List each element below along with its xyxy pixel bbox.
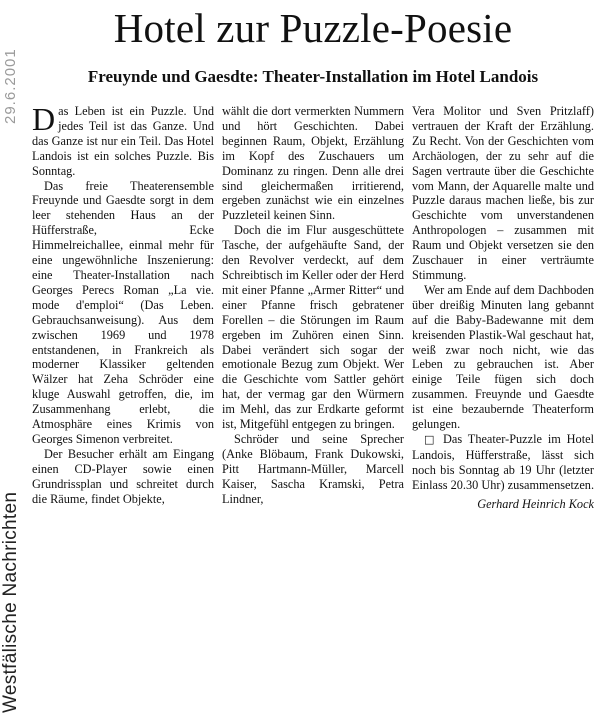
paragraph [32, 104, 214, 179]
paragraph: Schröder und seine Sprecher (Anke Blöbaum, Frank Dukowski, Pitt Hartmann-Müller, Marcell Kaiser, Sascha Kramski, Petra Lindner, [222, 431, 404, 506]
paragraph: Der Besucher erhält am Eingang einen CD-Player sowie einen Grundrissplan und schreitet durch die Räume, findet Objekte, [32, 446, 214, 506]
paragraph: Wer am Ende auf dem Dachboden über dreißig Minuten lang gebannt auf die Baby-Badewanne mit dem kreisenden Plastik-Wal geschaut hat, weiß zwar noch nicht, wie das Leben zu gebrauchen ist. Aber einige Teile fügen sich doch zusammen. Freuynde und Gaesdte ist eine bezaubernde Theaterform gelungen. [412, 282, 594, 432]
drop-cap: D [32, 104, 56, 137]
author-name: Gerhard Heinrich Kock [477, 496, 594, 511]
paragraph-text: as Leben ist ein Puzzle. Und jedes Teil ist das Ganze. Und das Ganze ist nur ein Teil. Das Hotel Landois ist ein solches Puzzle. Bis Sonntag. [32, 104, 214, 178]
paragraph: Doch die im Flur ausgeschüttete Tasche, der aufgehäufte Sand, der den Revolver verdeckt, auf dem Schreibtisch im Keller oder der Herd mit einer Pfanne „Armer Ritter“ und einer Pfanne frisch gebratener Forellen – die Störungen im Raum ergeben im Zuhören einen Sinn. Dabei verändert sich sogar der emotionale Bezug zum Objekt. Wer die Geschichte vom Sattler gehört hat, der vermag gar den Würmern im Mehl, das zur Erdkarte geformt ist, Mitgefühl entgegen zu bringen. [222, 223, 404, 432]
box-icon: □ [424, 432, 438, 446]
column-3 [412, 104, 594, 708]
info-text: Das Theater-Puzzle im Hotel Landois, Hüfferstraße, lässt sich noch bis Sonntag ab 19 Uhr (letzter Einlass 20.30 Uhr) zusammensetzen. [412, 431, 594, 492]
paragraph: wählt die dort vermerkten Nummern und hört Geschichten. Dabei beginnen Raum, Objekt, Erzählung im Kopf des Zuschauers um Dominanz zu ringen. Denn alle drei sind gleichermaßen irritierend, ergeben zunächst wie ein einzelnes Puzzleteil keinen Sinn. [222, 104, 404, 223]
paragraph: Das freie Theaterensemble Freuynde und Gaesdte sorgt in dem leer stehenden Haus an der Hüfferstraße, Ecke Himmelreichallee, einmal mehr für eine ungewöhnliche Inszenierung: eine Theater-Installation nach Georges Perecs Roman „La vie. mode d'emploi“ (Das Leben. Gebrauchsanweisung). Aus dem zwischen 1969 und 1978 entstandenen, in Frankreich als moderner Klassiker geltenden Wälzer hat Zeha Schröder eine kluge Auswahl getroffen, die, im Zusammenhang erlebt, die Atmosphäre eines Krimis von Georges Simenon verbreitet. [32, 178, 214, 446]
paragraph [412, 432, 594, 493]
article-subhead: Freuynde und Gaesdte: Theater-Installation im Hotel Landois [87, 67, 539, 86]
column-1 [32, 104, 214, 708]
paragraph: Vera Molitor und Sven Pritzlaff) vertrauen der Kraft der Erzählung. Zu Recht. Von der Geschichten vom Archäologen, der zu sehr auf die Sagen vertraute über die Geschichte vom Mann, der Aquarelle malte und Puzzle daraus machen ließe, bis zur Geschichte vom unverstandenen Anthropologen – zusammen mit Raum und Objekt versetzen sie den Zuschauer in einer verträumte Stimmung. [412, 104, 594, 282]
publication-date: 29.6.2001 [2, 48, 19, 124]
article-body [32, 104, 594, 708]
column-2 [222, 104, 404, 708]
newspaper-name: Westfälische Nachrichten [0, 491, 21, 713]
article-headline: Hotel zur Puzzle-Poesie [113, 5, 513, 51]
